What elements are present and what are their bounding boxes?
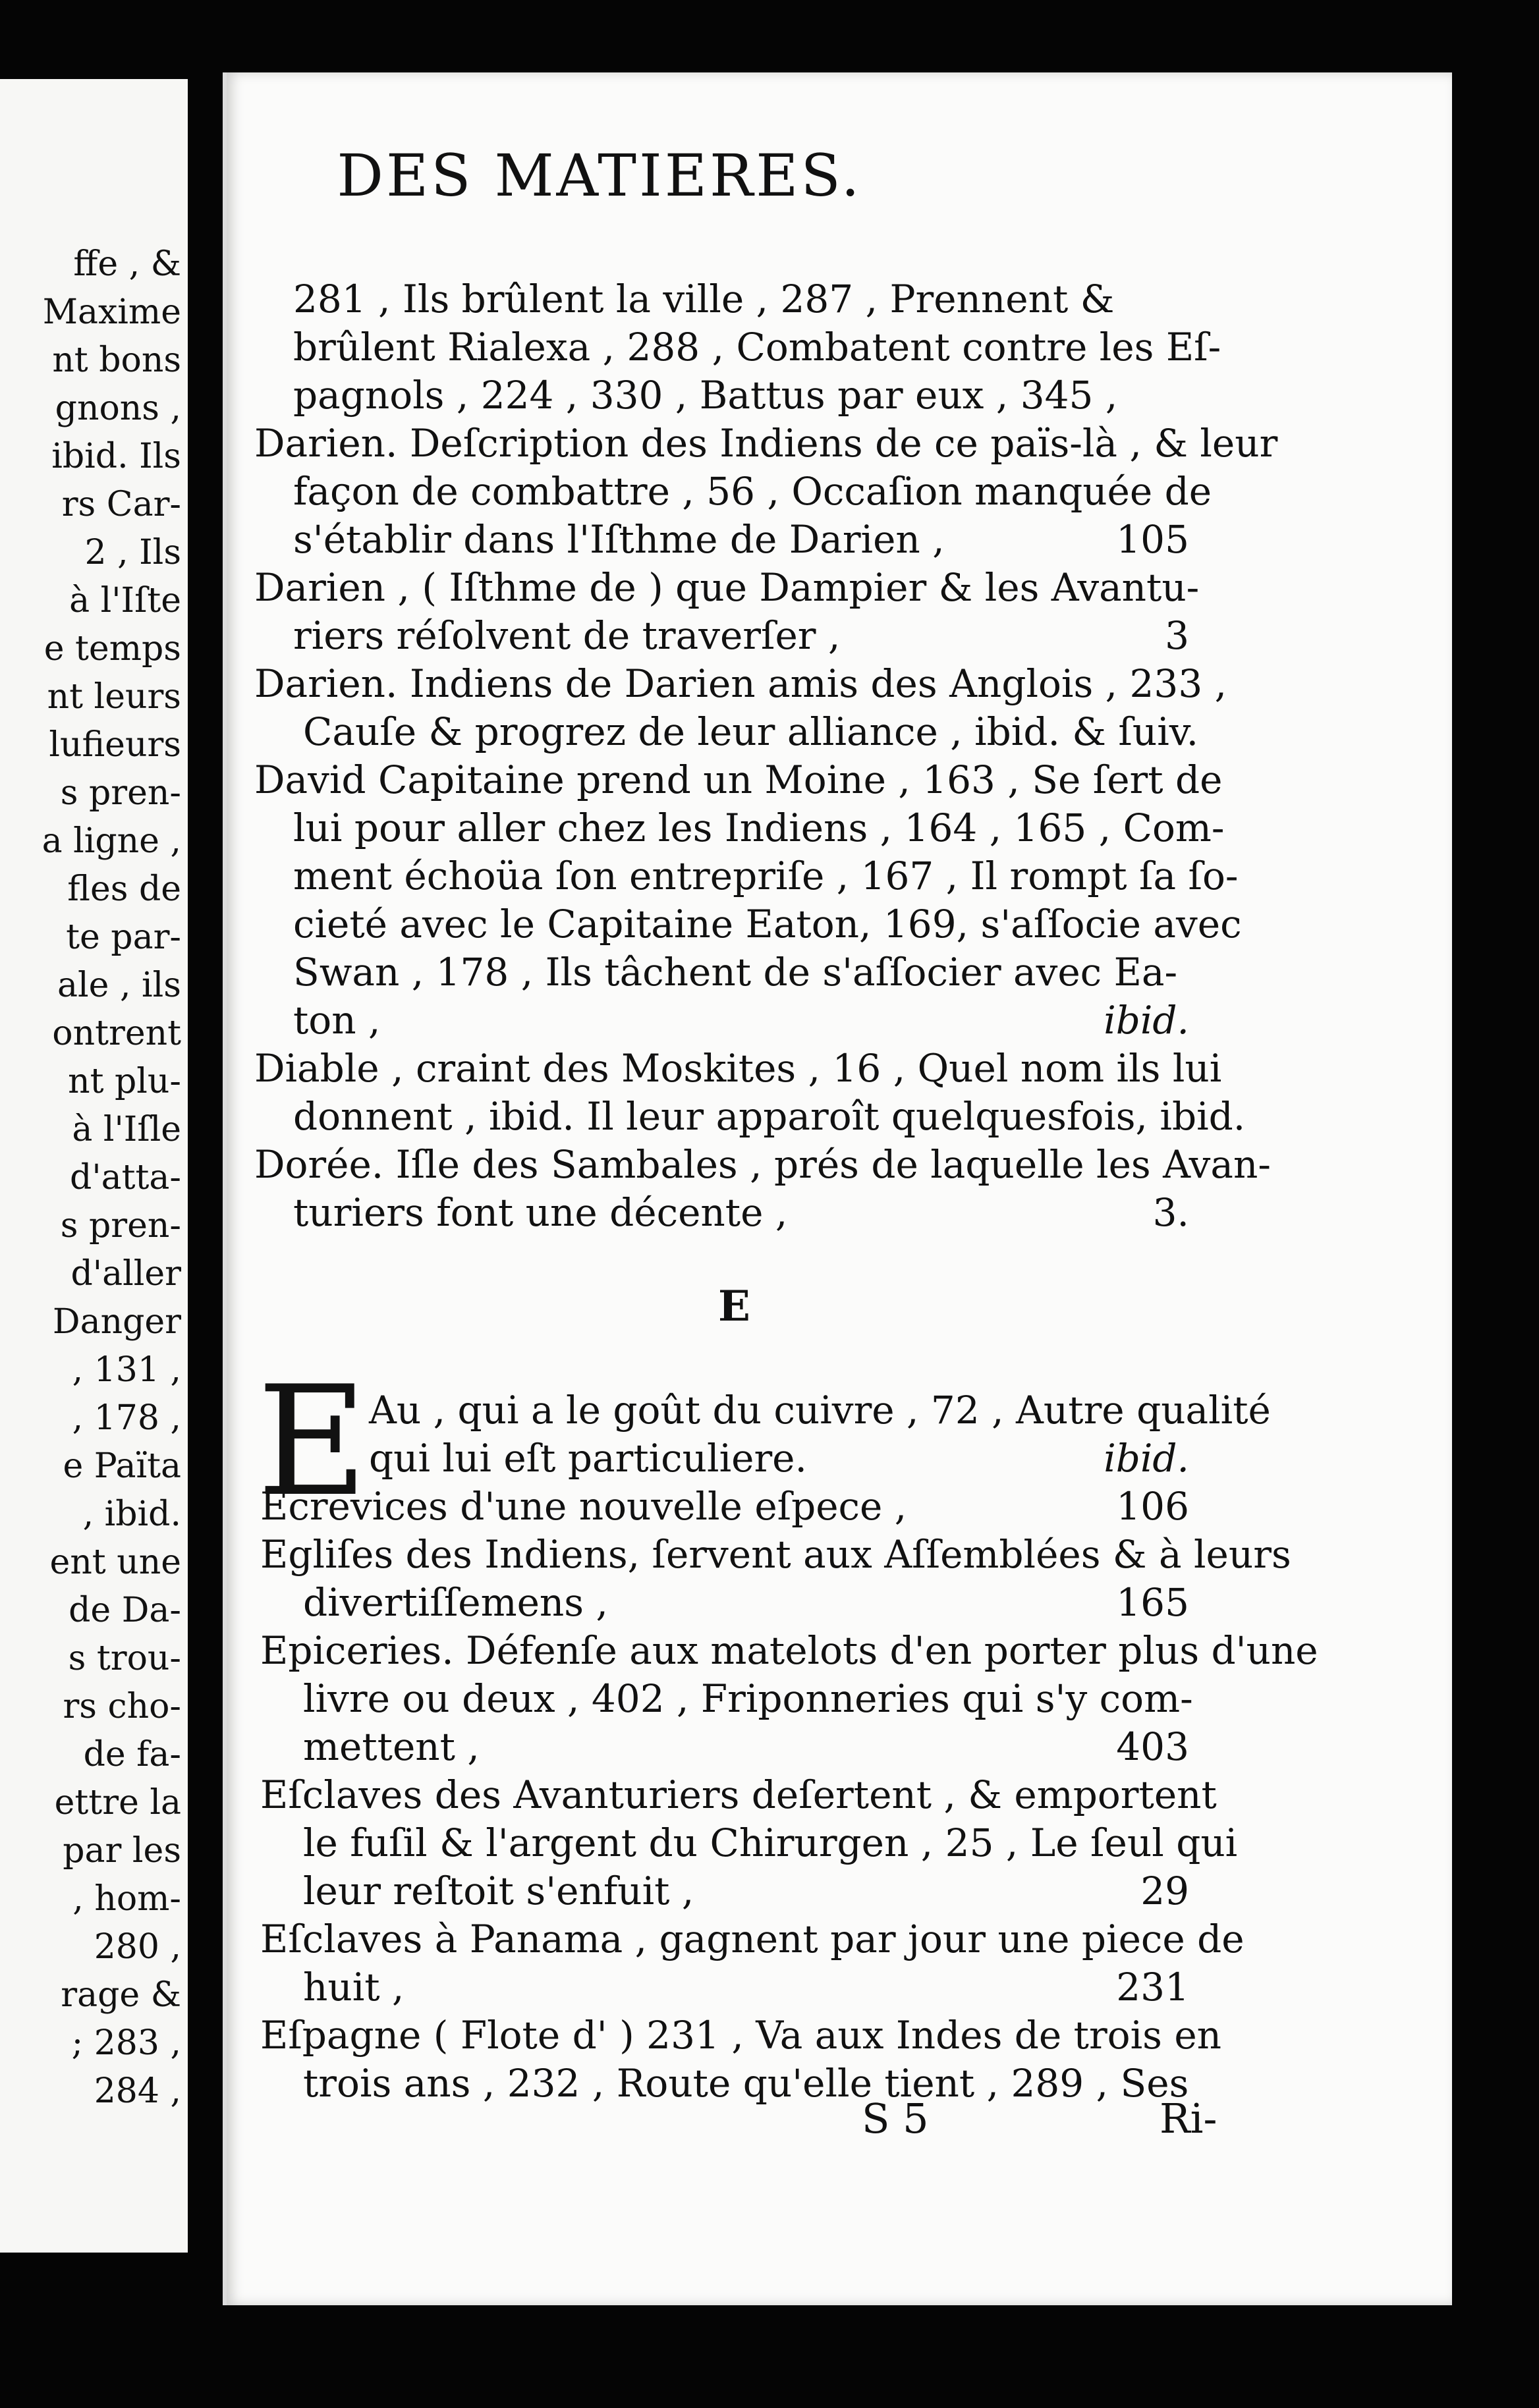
index-line: Eſclaves à Panama , gagnent par jour une piece de	[260, 1917, 1245, 1961]
index-line: donnent , ibid. Il leur apparoît quelquesfois, ibid.	[293, 1094, 1246, 1139]
index-line: trois ans , 232 , Route qu'elle tient , 289 , Ses	[303, 2061, 1189, 2106]
page-ref: 403	[1116, 1724, 1189, 1769]
index-line: Swan , 178 , Ils tâchent de s'aſſocier avec Ea-	[293, 950, 1178, 995]
left-line: à l'Iſle	[72, 1110, 181, 1149]
left-line: fles de	[67, 869, 181, 909]
left-line: ; 283 ,	[71, 2023, 181, 2063]
left-line: s pren-	[60, 773, 181, 813]
left-line: d'aller	[70, 1254, 181, 1294]
index-line: Darien. Deſcription des Indiens de ce païs-là , & leur	[254, 421, 1278, 466]
page-ref: 29	[1140, 1869, 1189, 1913]
left-line: Maxime	[42, 292, 181, 332]
index-line: 281 , Ils brûlent la ville , 287 , Prennent &	[293, 277, 1115, 321]
left-line: ettre la	[54, 1783, 181, 1822]
left-line: à l'Iſte	[69, 581, 181, 620]
signature-mark: S 5	[862, 2094, 929, 2143]
page-ref: 106	[1116, 1484, 1189, 1529]
left-line: lufieurs	[49, 725, 181, 765]
page-ref: ibid.	[1104, 998, 1189, 1043]
left-line: , hom-	[72, 1879, 181, 1919]
index-line: le fuſil & l'argent du Chirurgen , 25 , Le ſeul qui	[303, 1820, 1238, 1865]
left-line: ent une	[49, 1543, 181, 1582]
left-page-fragment	[0, 79, 188, 2253]
index-line: leur reſtoit s'enfuit ,	[303, 1869, 694, 1913]
index-line: Epiceries. Défenſe aux matelots d'en porter plus d'une	[260, 1628, 1318, 1673]
left-line: , ibid.	[82, 1494, 181, 1534]
page-ref: 3.	[1152, 1190, 1189, 1235]
left-line: s pren-	[60, 1206, 181, 1245]
left-line: rage &	[61, 1975, 181, 2015]
index-line: ment échoüa ſon entrepriſe , 167 , Il rompt ſa ſo-	[293, 854, 1239, 898]
page-ref: 231	[1116, 1965, 1189, 2010]
left-line: te par-	[66, 917, 181, 957]
page-header: DES MATIERES.	[337, 142, 862, 209]
left-line: a ligne ,	[42, 821, 181, 861]
page-ref: 3	[1165, 613, 1189, 658]
index-line: lui pour aller chez les Indiens , 164 , 165 , Com-	[293, 806, 1225, 850]
index-line: mettent ,	[303, 1724, 480, 1769]
catchword: Ri-	[1160, 2094, 1217, 2143]
index-line: cieté avec le Capitaine Eaton, 169, s'aſſocie avec	[293, 902, 1242, 946]
left-line: nt leurs	[47, 677, 181, 717]
index-line: Ecrevices d'une nouvelle eſpece ,	[260, 1484, 907, 1529]
index-line: qui lui eſt particuliere.	[369, 1436, 807, 1481]
index-line: turiers font une décente ,	[293, 1190, 788, 1235]
left-line: 2 , Ils	[84, 533, 181, 572]
index-line: huit ,	[303, 1965, 405, 2010]
left-line: , 178 ,	[72, 1398, 181, 1438]
left-line: gnons ,	[55, 389, 181, 428]
index-line: ton ,	[293, 998, 381, 1043]
left-line: rs Car-	[61, 485, 181, 524]
left-line: 280 ,	[94, 1927, 181, 1967]
index-line: David Capitaine prend un Moine , 163 , Se ſert de	[254, 757, 1223, 802]
left-line: Danger	[52, 1302, 181, 1342]
index-line: riers réſolvent de traverſer ,	[293, 613, 841, 658]
left-line: nt plu-	[68, 1062, 181, 1101]
page-ref: ibid.	[1104, 1436, 1189, 1481]
index-line: pagnols , 224 , 330 , Battus par eux , 345 ,	[293, 373, 1118, 418]
index-line: Darien. Indiens de Darien amis des Anglois , 233 ,	[254, 661, 1227, 706]
index-line: Darien , ( Iſthme de ) que Dampier & les Avantu-	[254, 565, 1200, 610]
left-line: par les	[63, 1831, 181, 1871]
index-line: livre ou deux , 402 , Friponneries qui s'y com-	[303, 1676, 1193, 1721]
index-line: Eſclaves des Avanturiers deſertent , & emportent	[260, 1772, 1217, 1817]
left-line: rs cho-	[63, 1687, 181, 1726]
index-line: Cauſe & progrez de leur alliance , ibid. & ſuiv.	[303, 709, 1199, 754]
left-line: ontrent	[52, 1014, 181, 1053]
index-line: Au , qui a le goût du cuivre , 72 , Autre qualité	[369, 1388, 1271, 1433]
index-line: s'établir dans l'Iſthme de Darien ,	[293, 517, 945, 562]
page-ref: 165	[1116, 1580, 1189, 1625]
left-line: ibid. Ils	[51, 437, 181, 476]
left-line: 284 ,	[94, 2071, 181, 2111]
index-line: façon de combattre , 56 , Occaſion manquée de	[293, 469, 1212, 514]
left-line: ale , ils	[57, 966, 181, 1005]
index-line: Dorée. Iſle des Sambales , prés de laquelle les Avan-	[254, 1142, 1271, 1187]
left-line: de Da-	[69, 1591, 181, 1630]
index-line: divertiſſemens ,	[303, 1580, 608, 1625]
section-letter: E	[718, 1282, 750, 1331]
left-line: s trou-	[68, 1639, 181, 1678]
left-line: de fa-	[83, 1735, 181, 1774]
index-line: Egliſes des Indiens, ſervent aux Aſſemblées & à leurs	[260, 1532, 1291, 1577]
index-line: brûlent Rialexa , 288 , Combatent contre les Eſ-	[293, 325, 1221, 369]
page-ref: 105	[1116, 517, 1189, 562]
left-line: e temps	[43, 629, 181, 669]
dropcap-letter: E	[257, 1354, 368, 1530]
index-line: Eſpagne ( Flote d' ) 231 , Va aux Indes de trois en	[260, 2013, 1222, 2058]
left-line: nt bons	[52, 341, 181, 380]
left-line: , 131 ,	[72, 1350, 181, 1390]
left-line: d'atta-	[70, 1158, 181, 1197]
left-line: e Païta	[63, 1446, 181, 1486]
left-line: ffe , &	[73, 244, 181, 284]
index-line: Diable , craint des Moskites , 16 , Quel nom ils lui	[254, 1046, 1222, 1091]
